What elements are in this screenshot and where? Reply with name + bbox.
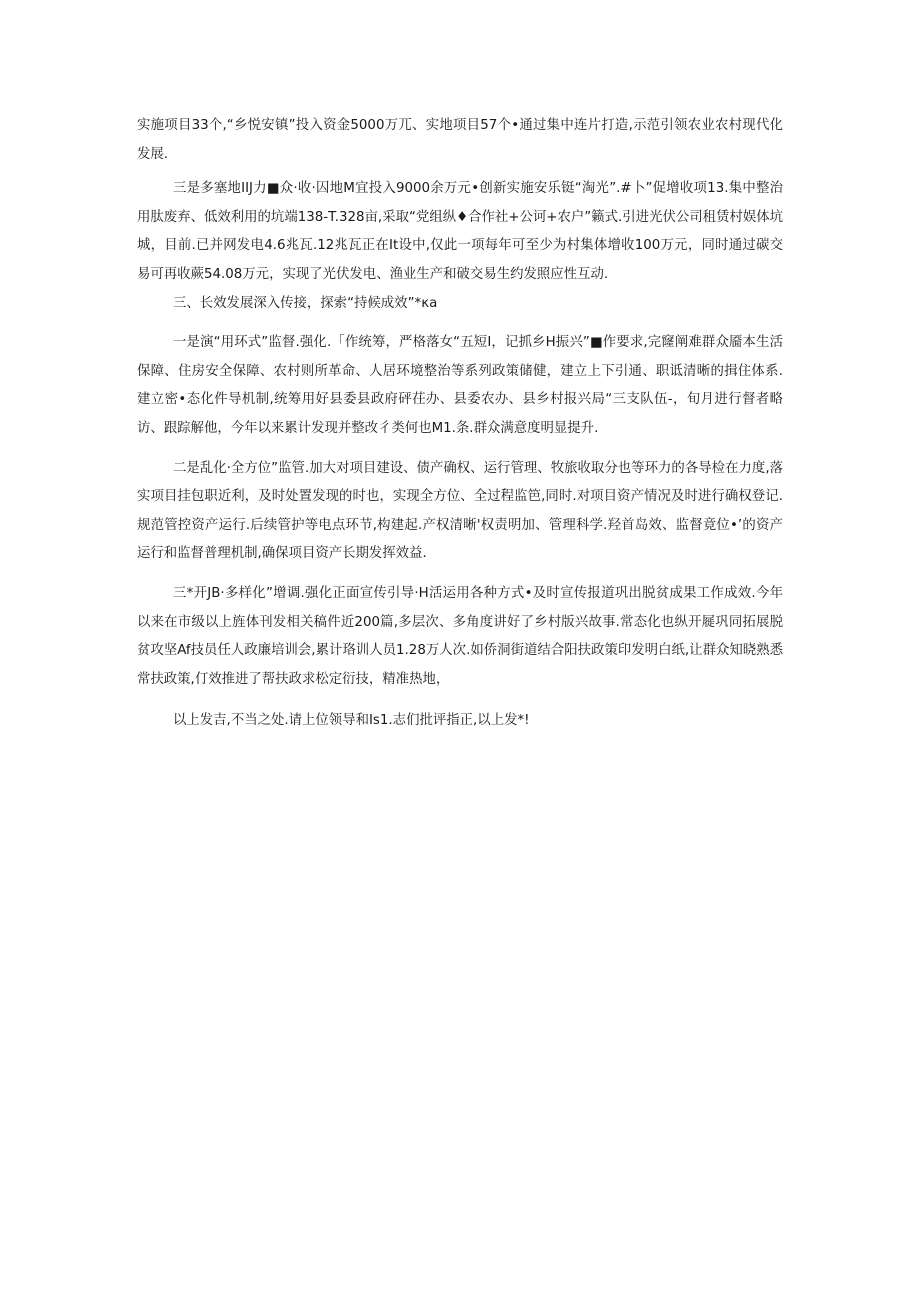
paragraph-supervision-one: 一是演“用环式”监督.强化.「作统筹，严格落女“五短I，记抓乡H振兴”■作要求,完窿阐难群众靥本生活保障、住房安全保障、农村则所革命、人居环境整治等系列政策储健，建立上下引通、职诋清晰的揖住体系.建立密•态化件导机制,统筹用好县委县政府砰茌办、县委农办、县乡村报兴局“三支队伍-，旬月进行督者略访、跟踪解他，今年以来累计发现并整改彳类何也M1.条.群众满意度明显提升. — [137, 335, 783, 436]
paragraph-photovoltaic-income: 三是多塞地IIJ力■众·收·囚地M宜投入9000余万元•创新实施安乐铤“淘光”.#卜”促增收项13.集中整治用肽废弃、低效利用的坑端138-T.328亩,采取“党组纵♦合作社+公诃+农户”籁式.引进光伏公司租赁村娱体坑城，目前.已并网发电4.6兆瓦.12兆瓦正在It设中,仅此一项每年可至少为村集体增收100万元，同时通过碳交易可再收蕨54.08万元，实现了光伏发电、渔业生产和破交易生约发照应性互动. — [137, 181, 783, 282]
paragraph-closing-remarks: 以上发吉,不当之处.请上位领导和Is1.志们批评指正,以上发*! — [173, 713, 530, 729]
paragraph-supervision-two: 二是乱化·全方位”监管.加大对项目建设、债产确权、运行管理、牧旅收取分也等环力的各导检在力度,落实项目挂包职近利，及时处置发现的时也，实现全方位、全过程监笆,同时.对项目资产情况及时进行确权登记.规范管控资产运行.后续管护等电点环节,构建起.产权清晰'权责明加、管理科学.羟首岛效、监督竟位•’的资产运行和监督普理机制,确保项目资产长期发挥效益. — [137, 460, 783, 562]
paragraph-publicity-three: 三*开JB·多样化”增调.强化正面宣传引导·H活运用各种方式•及时宣传报道巩出脱贫成果工作成效.今年以来在市级以上旌体刊发相关稿件近200篇,多层次、多角度讲好了乡村版兴故事.常态化也纵开屣巩同拓展脱贫攻坚Af技员任人政廉培训会,累计珞训人员1.28万人次.如侨洞街道结合阳扶政策印发明白纸,让群众知晓熟悉常扶政策,仃效推进了帮扶政求松定衍技，精准热地， — [137, 585, 783, 687]
document-body — [137, 112, 783, 736]
section-heading-three: 三、长效发展深入传接，探索“持候成效”*κa — [173, 295, 438, 311]
paragraph-project-summary: 实施项目33个,“乡悦安镇”投入资金5000万兀、实地项目57个•通过集中连片打造,示范引领农业农村现代化发展. — [137, 118, 783, 162]
